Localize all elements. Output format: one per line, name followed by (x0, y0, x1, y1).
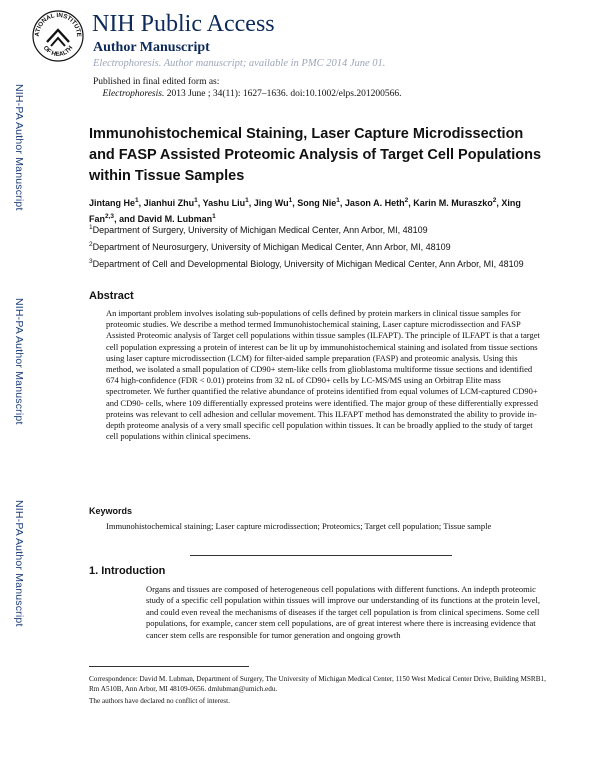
affiliation-text: Department of Neurosurgery, University of Michigan Medical Center, Ann Arbor, MI, 48109 (92, 242, 451, 252)
author-sup: 1 (336, 197, 340, 204)
author-sup: 1 (135, 197, 139, 204)
author: Xing Fan (89, 198, 521, 224)
affiliation-sup: 2 (89, 241, 93, 248)
abstract-text: An important problem involves isolating sub-populations of cells defined by protein markers in clinical tissue samples for proteomic studies. We describe a method termed Immunohistochemical staining, Laser capture microdissection and FASP Assisted Proteomic analysis of Target cell populations within tissue samples (ILFAPT). The principle of ILFAPT is that a target cell population expressing a protein of interest can be lit up by immunohistochemical staining and isolated from tissue sections using laser capture microdissection (LCM) for filter-aided sample preparation (FASP) and proteomic analysis. Using this method, we isolated a small population of CD90+ stem-like cells from glioblastoma multiforme tissue sections and identified 674 high-confidence (FDR < 0.01) proteins from 32 nL of CD90+ cells by LC-MS/MS using an Orbitrap Elite mass spectrometer. We further quantified the relative abundance of proteins identified from equal volumes of LCM-captured CD90+ and CD90- cells, where 109 differentially expressed proteins were identified. The major group of these differentially expressed proteins was relevant to cell adhesion and cellular movement. This ILFAPT method has demonstrated the ability to provide in-depth proteome analysis of a very small specific cell population within tissues. It can be broadly applied to the study of target cell populations within clinical specimens. (106, 308, 540, 442)
side-label-bottom: NIH-PA Author Manuscript (13, 500, 25, 627)
journal-availability-note: Electrophoresis. Author manuscript; available in PMC 2014 June 01. (93, 58, 386, 69)
author-manuscript-label: Author Manuscript (93, 40, 210, 55)
author: Jing Wu (253, 198, 289, 208)
correspondence-note: Correspondence: David M. Lubman, Department of Surgery, The University of Michigan Medical Center, 1150 West Medical Center Drive, Building MSRB1, Rm A510B, Ann Arbor, MI 48109-0656. dmlubman@umich.edu. (89, 675, 546, 693)
author: Song Nie (297, 198, 337, 208)
nih-seal-icon (30, 8, 86, 64)
author: Karin M. Muraszko (413, 198, 493, 208)
author: Yashu Liu (202, 198, 246, 208)
footnote-divider (89, 666, 249, 667)
svg-text:OF HEALTH (42, 44, 75, 58)
keywords-text: Immunohistochemical staining; Laser capture microdissection; Proteomics; Target cell population; Tissue sample (106, 521, 492, 531)
affiliation-text: Department of Surgery, University of Michigan Medical Center, Ann Arbor, MI, 48109 (92, 225, 428, 235)
introduction-text: Organs and tissues are composed of heterogeneous cell populations with different functions. An indepth proteomic study of a specific cell population within tissues will improve our understanding of its functions at the protein level, and could even reveal the mechanisms of diseases if the target cell population is from clinical specimens. Some cell populations, for example, cancer stem cell populations, are of great interest where there is increasing evidence that cancer stem cells are responsible for tumor generation and ongoing growth (146, 584, 540, 640)
affiliation-sup: 3 (89, 258, 93, 265)
conflict-of-interest-note: The authors have declared no conflict of interest. (89, 697, 230, 705)
abstract-heading: Abstract (89, 290, 134, 302)
section-divider (190, 555, 452, 556)
article-title: Immunohistochemical Staining, Laser Capture Microdissection and FASP Assisted Proteomic Analysis of Target Cell Populations within Tissue Samples (89, 126, 542, 184)
affiliation-text: Department of Cell and Developmental Biology, University of Michigan Medical Center, Ann Arbor, MI, 48109 (92, 259, 524, 269)
side-label-middle: NIH-PA Author Manuscript (13, 298, 25, 425)
author: Jintang He (89, 198, 136, 208)
author-list: Jintang He$^1$, Jianhui Zhu$^1$, Yashu Liu$^1$, Jing Wu$^1$, Song Nie$^1$, Jason A. Heth$^2$, Karin M. Muraszko$^2$, Xing Fan$^{2,3}$, and David M. Lubman$^1$ (89, 197, 521, 224)
citation (93, 89, 401, 99)
affiliation (89, 255, 549, 271)
author-sup: 1 (212, 213, 216, 220)
citation-details: 2013 June ; 34(11): 1627–1636. doi:10.1002/elps.201200566. (164, 89, 402, 99)
author: Jianhui Zhu (143, 198, 195, 208)
seal-ring-bottom: OF HEALTH (41, 44, 75, 59)
citation-journal: Electrophoresis. (102, 89, 165, 99)
introduction-heading: 1. Introduction (89, 565, 166, 577)
seal-ring-top: ATIONAL INSTITUTE (33, 11, 83, 38)
author-sup: 1 (288, 197, 293, 204)
author: Jason A. Heth (344, 198, 405, 208)
author-sup: 2 (404, 197, 409, 204)
affiliation (89, 238, 549, 254)
affiliation-sup: 1 (89, 224, 93, 231)
nih-public-access-title: NIH Public Access (92, 11, 275, 37)
published-label: Published in final edited form as: (93, 77, 220, 87)
author-sup: 2,3 (105, 213, 115, 220)
author-sup: 1 (194, 197, 198, 204)
author: David M. Lubman (137, 214, 213, 224)
keywords-heading: Keywords (89, 506, 133, 516)
author-sup: 2 (492, 197, 497, 204)
affiliation (89, 221, 549, 237)
side-label-top: NIH-PA Author Manuscript (13, 84, 25, 211)
author-sup: 1 (245, 197, 249, 204)
